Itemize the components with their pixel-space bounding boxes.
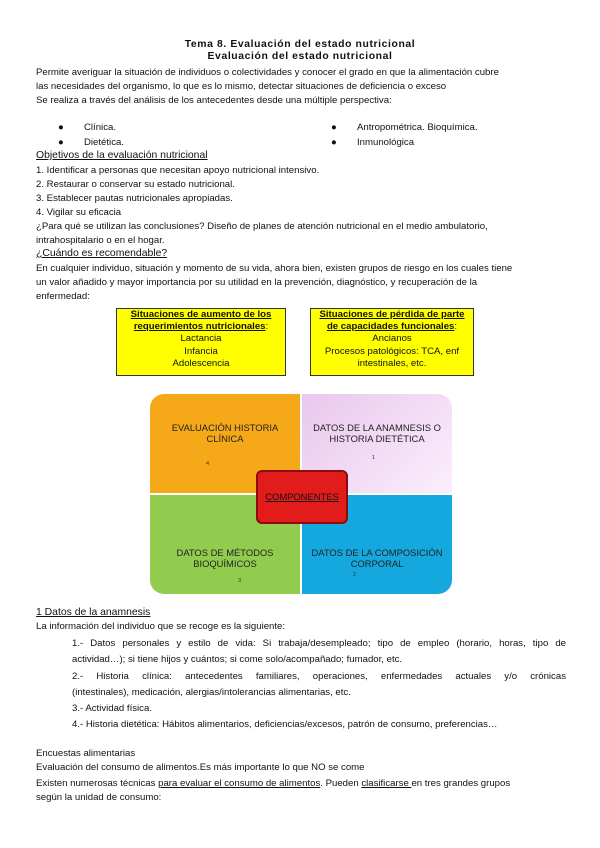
objective-item: 4. Vigilar su eficacia [36, 207, 122, 218]
box-functional-loss: Situaciones de pérdida de parte de capacidades funcionales: Ancianos Procesos patológicos: TCA, enf intestinales, etc. [310, 308, 474, 376]
anamnesis-item-1-line-2: actividad…); si tiene hijos y cuántos; si come solo/acompañado; fumador, etc. [72, 654, 403, 665]
anamnesis-item-3: 3.- Actividad física. [72, 703, 152, 714]
when-line-2: un valor añadido y mayor importancia por su utilidad en la prevención, diagnóstico, y recuperación de la [36, 277, 478, 288]
box-item: Ancianos [372, 333, 412, 345]
when-line-1: En cualquier individuo, situación y momento de su vida, ahora bien, existen grupos de riesgo en los cuales tiene [36, 263, 513, 274]
bullet-icon: ● [331, 122, 337, 133]
surveys-line-1: Evaluación del consumo de alimentos.Es más importante lo que NO se come [36, 762, 365, 773]
surveys-heading: Encuestas alimentarias [36, 748, 136, 759]
quadrant-anamnesis: DATOS DE LA ANAMNESIS O HISTORIA DIETÉTICA 1 [302, 394, 452, 493]
section-1-heading: 1 Datos de la anamnesis [36, 607, 151, 618]
bullet-clinica: ● Clínica. [58, 122, 116, 133]
box-increased-requirements: Situaciones de aumento de los requerimientos nutricionales: Lactancia Infancia Adolescencia [116, 308, 286, 376]
when-heading: ¿Cuándo es recomendable? [36, 248, 168, 259]
quadrant-number: 4 [206, 461, 210, 467]
objective-item: 2. Restaurar o conservar su estado nutricional. [36, 179, 235, 190]
bullet-dietetica: ● Dietética. [58, 137, 124, 148]
when-line-3: enfermedad: [36, 291, 90, 302]
intro-line-3: Se realiza a través del análisis de los antecedentes desde una múltiple perspectiva: [36, 95, 392, 106]
box-item: Infancia [184, 345, 218, 357]
link-evaluate-consumption: para evaluar el consumo de alimentos [158, 778, 321, 789]
components-center-box: COMPONENTES [256, 470, 348, 524]
anamnesis-item-2-line-2: (intestinales), medicación, alergias/intolerancias alimentarias, etc. [72, 687, 351, 698]
anamnesis-item-4: 4.- Historia dietética: Hábitos alimentarios, deficiencias/excesos, patrón de consumo, preferencias… [72, 719, 498, 730]
conclusions-question-line-1: ¿Para qué se utilizan las conclusiones? Diseño de planes de atención nutricional en el medio ambulatorio, [36, 221, 488, 232]
anamnesis-item-2-line-1: 2.- Historia clínica: antecedentes familiares, operaciones, enfermedades actuales y/o crónicas [72, 671, 566, 682]
quadrant-number: 2 [353, 572, 357, 578]
quadrant-number: 3 [238, 578, 242, 584]
box-title-line-1: Situaciones de aumento de los [130, 309, 272, 320]
quadrant-clinical-history: EVALUACIÓN HISTORIA CLÍNICA 4 [150, 394, 300, 493]
objective-item: 3. Establecer pautas nutricionales apropiadas. [36, 193, 233, 204]
box-item: Procesos patológicos: TCA, enf [324, 345, 460, 357]
box-title-line-2: de capacidades funcionales [326, 321, 455, 333]
objectives-heading: Objetivos de la evaluación nutricional [36, 150, 208, 161]
quadrant-number: 1 [372, 455, 376, 461]
quadrant-biochemical: DATOS DE MÉTODOS BIOQUÍMICOS 3 [150, 495, 300, 594]
intro-line-2: las necesidades del organismo, lo que es lo mismo, detectar situaciones de deficiencia o exceso [36, 81, 447, 92]
document-subtitle: Evaluación del estado nutricional [207, 51, 393, 62]
bullet-icon: ● [331, 137, 337, 148]
quadrant-body-composition: DATOS DE LA COMPOSICIÓN CORPORAL 2 [302, 495, 452, 594]
box-title-line-1: Situaciones de pérdida de parte [319, 309, 465, 320]
box-title-line-2: requerimientos nutricionales [133, 321, 266, 333]
bullet-inmunologica: ● Inmunológica [331, 137, 415, 148]
section-1-lead: La información del individuo que se recoge es la siguiente: [36, 621, 286, 632]
surveys-line-2: Existen numerosas técnicas para evaluar el consumo de alimentos. Pueden clasificarse en tres grandes grupos [36, 778, 511, 789]
objective-item: 1. Identificar a personas que necesitan apoyo nutricional intensivo. [36, 165, 320, 176]
bullet-icon: ● [58, 122, 64, 133]
link-classify: clasificarse [361, 778, 412, 789]
document-title: Tema 8. Evaluación del estado nutricional [184, 39, 416, 50]
box-item: Lactancia [180, 333, 222, 345]
bullet-icon: ● [58, 137, 64, 148]
box-item: Adolescencia [172, 357, 230, 369]
conclusions-question-line-2: intrahospitalario o en el hogar. [36, 235, 165, 246]
surveys-line-3: según la unidad de consumo: [36, 792, 162, 803]
box-item: intestinales, etc. [357, 357, 427, 369]
bullet-antropometrica: ● Antropométrica. Bioquímica. [331, 122, 478, 133]
anamnesis-item-1-line-1: 1.- Datos personales y estilo de vida: Si trabaja/desempleado; tipo de empleo (horario, horas, tipo de [72, 638, 566, 649]
intro-line-1: Permite averiguar la situación de individuos o colectividades y conocer el grado en que la alimentación cubre [36, 67, 499, 78]
